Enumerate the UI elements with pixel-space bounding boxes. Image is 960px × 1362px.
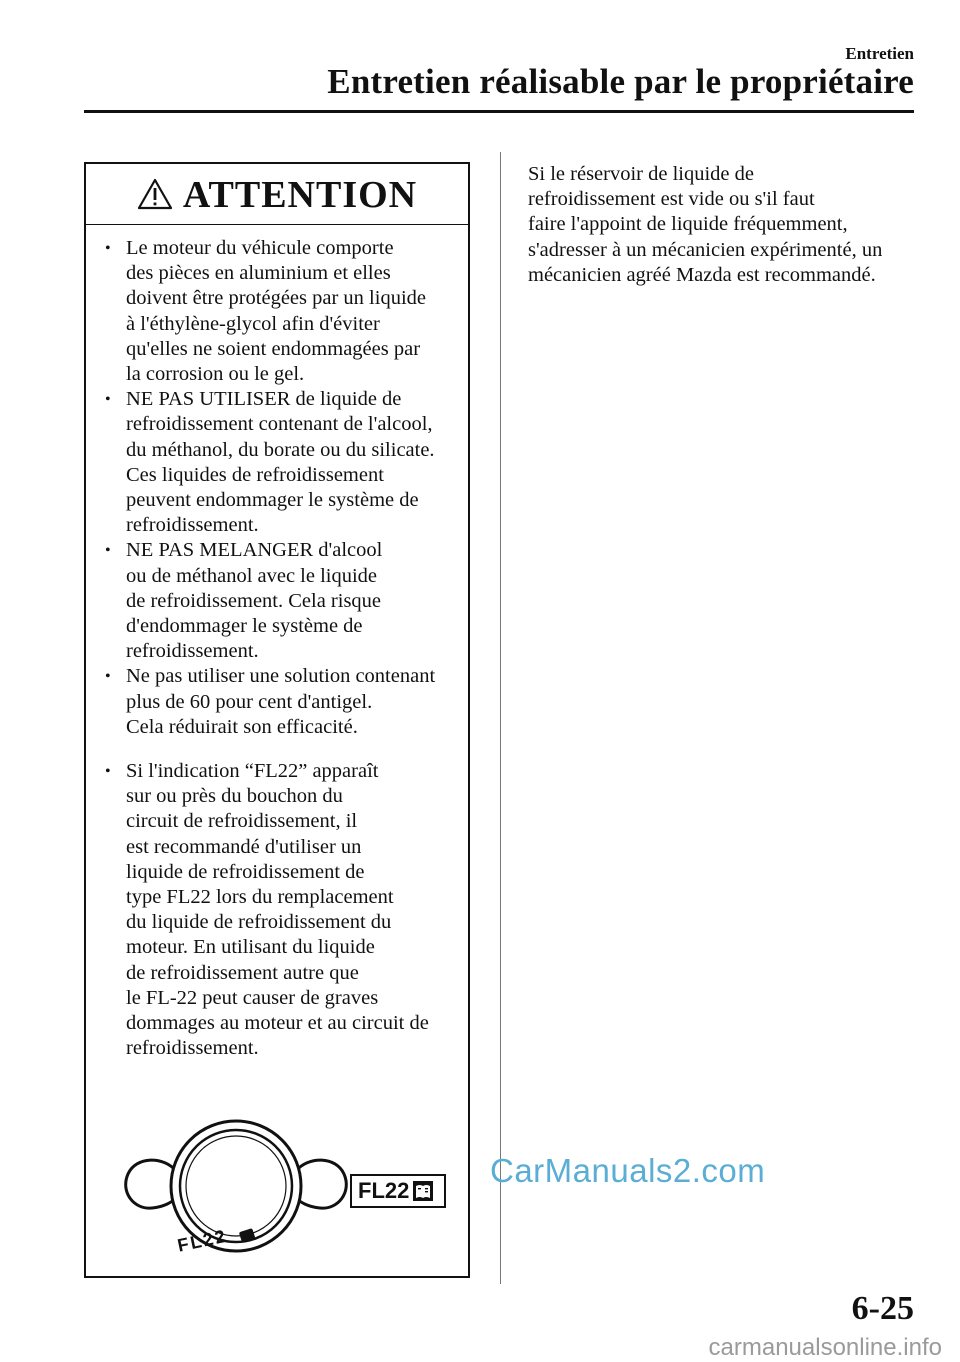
attention-list xyxy=(86,236,468,1062)
bullet-dot: • xyxy=(105,391,111,409)
bullet-dot: • xyxy=(105,240,111,257)
column-divider xyxy=(500,152,501,1284)
fl22-badge xyxy=(350,1174,446,1208)
bullet-dot: • xyxy=(105,763,111,781)
right-column-text: Si le réservoir de liquide de refroidissement est vide ou s'il faut faire l'appoint de liquide fréquemment, s'adresser à un mécanicien expérimenté, un mécanicien agréé Mazda est recommandé. xyxy=(528,163,883,286)
list-item xyxy=(86,387,468,538)
list-item-text: Ne pas utiliser une solution contenant plus de 60 pour cent d'antigel. Cela réduirait son efficacité. xyxy=(126,665,436,738)
cap-fl22-label: FL22 xyxy=(175,1225,229,1256)
header-rule xyxy=(84,110,914,113)
manual-book-icon xyxy=(412,1180,434,1202)
warning-triangle-icon xyxy=(137,178,173,210)
list-item xyxy=(86,236,468,387)
list-item-text: Le moteur du véhicule comporte des pièces en aluminium et elles doivent être protégées par un liquide à l'éthylène-glycol afin d'éviter qu'elles ne soient endommagées par la corrosion ou le gel. xyxy=(126,237,426,386)
list-item-text: Si l'indication “FL22” apparaît sur ou près du bouchon du circuit de refroidissement, il est recommandé d'utiliser un liquide de refroidissement de type FL22 lors du remplacement du liquide de refroidissement du moteur. En utilisant du liquide de refroidissement autre que le FL-22 peut causer de graves dommages au moteur et au circuit de refroidissement. xyxy=(126,760,429,1060)
attention-box xyxy=(84,162,470,1278)
list-item xyxy=(86,664,468,740)
list-item xyxy=(86,759,468,1061)
list-item-text: NE PAS UTILISER de liquide de refroidissement contenant de l'alcool, du méthanol, du borate ou du silicate. Ces liquides de refroidissement peuvent endommager le système de refroidissement. xyxy=(126,388,435,537)
bullet-dot: • xyxy=(105,668,111,686)
watermark: CarManuals2.com xyxy=(490,1152,766,1189)
list-item-text: NE PAS MELANGER d'alcool ou de méthanol avec le liquide de refroidissement. Cela risque d'endommager le système de refroidissement. xyxy=(126,539,383,663)
page-title: Entretien réalisable par le propriétaire xyxy=(327,62,914,101)
footer-watermark: carmanualsonline.info xyxy=(708,1334,942,1361)
fl22-badge-text: FL22 xyxy=(358,1178,410,1203)
page-number: 6-25 xyxy=(851,1290,914,1327)
section-label: Entretien xyxy=(845,44,914,63)
attention-title: ATTENTION xyxy=(182,174,418,216)
attention-header xyxy=(86,164,468,225)
bullet-dot: • xyxy=(105,542,111,560)
list-item xyxy=(86,538,468,664)
